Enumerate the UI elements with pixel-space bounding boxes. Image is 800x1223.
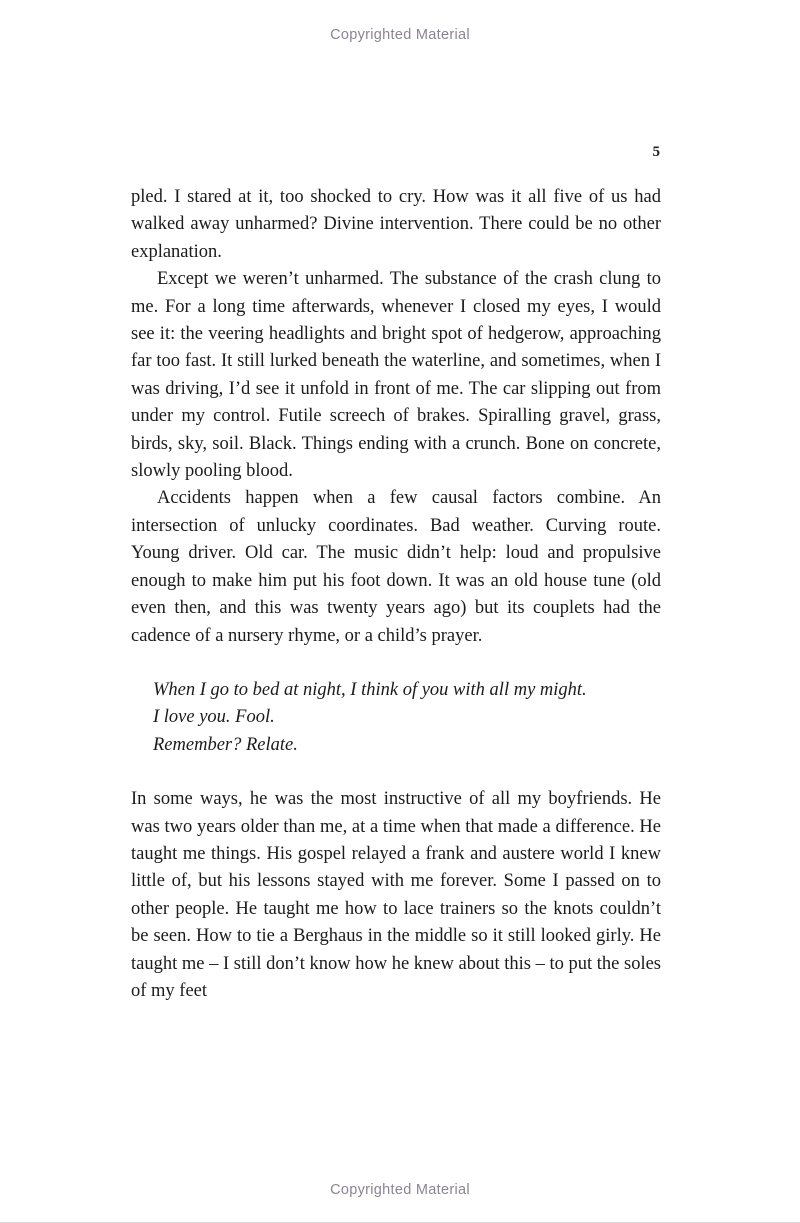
paragraph: Except we weren’t unharmed. The substance of the crash clung to me. For a long time afterwards, whenever I closed my eyes, I would see it: the veering headlights and bright spot of hedgerow, approaching far too fast. It still lurked beneath the waterline, and sometimes, when I was driving, I’d see it unfold in front of me. The car slipping out from under my control. Futile screech of brakes. Spiralling gravel, grass, birds, sky, soil. Black. Things ending with a crunch. Bone on concrete, slowly pooling blood. <box>131 269 661 482</box>
copyright-notice-bottom: Copyrighted Material <box>330 1182 470 1198</box>
body-text <box>131 184 661 1005</box>
paragraph: Accidents happen when a few causal factors combine. An intersection of unlucky coordinates. Bad weather. Curving route. Young driver. Old car. The music didn’t help: loud and propulsive enough to make him put his foot down. It was an old house tune (old even then, and this was twenty years ago) but its couplets had the cadence of a nursery rhyme, or a child’s prayer. <box>131 488 661 646</box>
verse-line: I love you. Fool. <box>153 707 275 728</box>
verse-block <box>153 677 661 759</box>
paragraph-continuation: pled. I stared at it, too shocked to cry. How was it all five of us had walked away unharmed? Divine intervention. There could be no other explanation. <box>131 187 661 262</box>
page-number: 5 <box>652 144 660 160</box>
paragraph: In some ways, he was the most instructive of all my boyfriends. He was two years older than me, at a time when that made a difference. He taught me things. His gospel relayed a frank and austere world I knew little of, but his lessons stayed with me forever. Some I passed on to other people. He taught me how to lace trainers so the knots couldn’t be seen. How to tie a Berghaus in the middle so it still looked girly. He taught me – I still don’t know how he knew about this – to put the soles of my feet <box>131 789 661 1001</box>
copyright-notice-top: Copyrighted Material <box>330 27 470 43</box>
verse-line: When I go to bed at night, I think of you with all my might. <box>153 679 587 700</box>
verse-line: Remember? Relate. <box>153 734 298 755</box>
